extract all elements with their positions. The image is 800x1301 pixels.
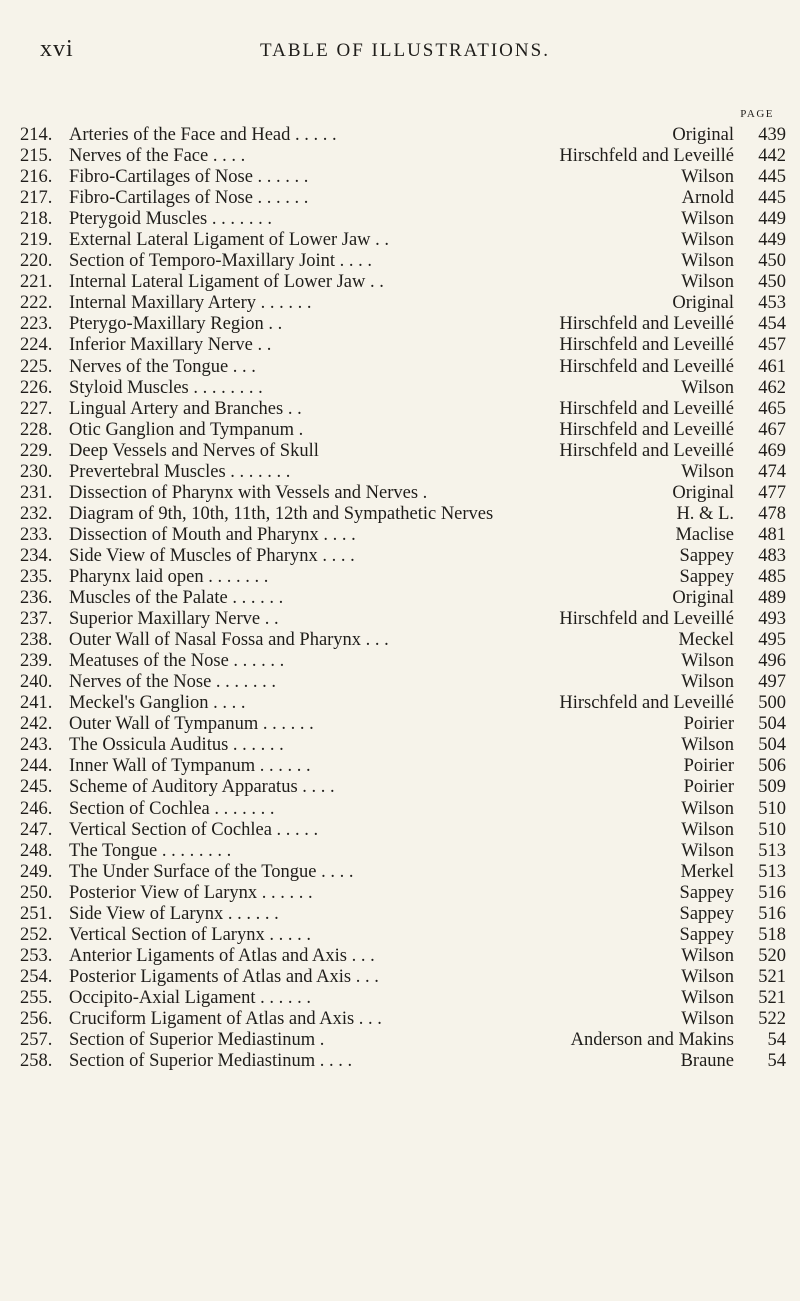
figure-source: Anderson and Makins: [570, 1030, 734, 1051]
figure-source: Original: [672, 588, 734, 609]
figure-title: Dissection of Mouth and Pharynx . . . .: [69, 524, 356, 545]
figure-page: 513: [758, 840, 786, 861]
figure-source: Wilson: [681, 209, 734, 230]
figure-title: Inner Wall of Tympanum . . . . . .: [69, 756, 311, 777]
figure-number: 227.: [20, 398, 53, 419]
figure-number: 252.: [20, 924, 53, 945]
figure-number: 219.: [20, 230, 53, 251]
figure-page: 54: [767, 1030, 786, 1051]
figure-page: 467: [758, 419, 786, 440]
figure-page: 450: [758, 272, 786, 293]
figure-title: Muscles of the Palate . . . . . .: [69, 588, 284, 609]
figure-source: Poirier: [683, 714, 734, 735]
list-item: [20, 314, 786, 335]
figure-page: 483: [758, 545, 786, 566]
figure-source: Meckel: [678, 630, 734, 651]
figure-title: Vertical Section of Cochlea . . . . .: [69, 819, 319, 840]
figure-title: Side View of Larynx . . . . . .: [69, 903, 279, 924]
figure-page: 497: [758, 672, 786, 693]
figure-number: 250.: [20, 882, 53, 903]
figure-page: 457: [758, 335, 786, 356]
figure-number: 242.: [20, 714, 53, 735]
figure-number: 218.: [20, 209, 53, 230]
running-title: TABLE OF ILLUSTRATIONS.: [260, 40, 550, 61]
list-item: [20, 777, 786, 798]
list-item: [20, 230, 786, 251]
figure-source: Hirschfeld and Leveillé: [559, 419, 734, 440]
figure-source: Hirschfeld and Leveillé: [559, 398, 734, 419]
figure-title: Occipito-Axial Ligament . . . . . .: [69, 987, 311, 1008]
figure-number: 222.: [20, 293, 53, 314]
figure-number: 255.: [20, 987, 53, 1008]
figure-page: 469: [758, 440, 786, 461]
figure-page: 449: [758, 230, 786, 251]
list-item: [20, 504, 786, 525]
figure-page: 454: [758, 314, 786, 335]
figure-title: The Tongue . . . . . . . .: [69, 840, 232, 861]
list-item: [20, 925, 786, 946]
figure-title: Section of Superior Mediastinum .: [69, 1030, 325, 1051]
list-item: [20, 841, 786, 862]
figure-title: Outer Wall of Tympanum . . . . . .: [69, 714, 314, 735]
figure-source: Poirier: [683, 756, 734, 777]
figure-number: 233.: [20, 524, 53, 545]
list-item: [20, 588, 786, 609]
figure-number: 254.: [20, 966, 53, 987]
list-item: [20, 293, 786, 314]
figure-page: 509: [758, 777, 786, 798]
figure-title: Vertical Section of Larynx . . . . .: [69, 924, 311, 945]
list-item: [20, 735, 786, 756]
figure-number: 256.: [20, 1008, 53, 1029]
figure-source: Wilson: [681, 1008, 734, 1029]
figure-page: 504: [758, 714, 786, 735]
figure-number: 257.: [20, 1030, 53, 1051]
figure-number: 246.: [20, 798, 53, 819]
figure-source: Wilson: [681, 987, 734, 1008]
figure-source: Wilson: [681, 966, 734, 987]
figure-number: 243.: [20, 735, 53, 756]
figure-page: 522: [758, 1008, 786, 1029]
list-item: [20, 462, 786, 483]
figure-source: Sappey: [679, 566, 734, 587]
figure-page: 521: [758, 966, 786, 987]
illustrations-list: [20, 125, 786, 1072]
list-item: [20, 399, 786, 420]
figure-source: Hirschfeld and Leveillé: [559, 356, 734, 377]
figure-page: 445: [758, 188, 786, 209]
figure-source: Original: [672, 125, 734, 145]
figure-number: 221.: [20, 272, 53, 293]
list-item: [20, 567, 786, 588]
figure-source: Merkel: [680, 861, 734, 882]
figure-source: Maclise: [675, 524, 734, 545]
figure-source: Wilson: [681, 272, 734, 293]
list-item: [20, 546, 786, 567]
figure-title: Meatuses of the Nose . . . . . .: [69, 651, 285, 672]
figure-page: 450: [758, 251, 786, 272]
figure-number: 248.: [20, 840, 53, 861]
figure-number: 229.: [20, 440, 53, 461]
list-item: [20, 441, 786, 462]
figure-number: 241.: [20, 693, 53, 714]
figure-source: Wilson: [681, 945, 734, 966]
list-item: [20, 1009, 786, 1030]
figure-source: Hirschfeld and Leveillé: [559, 146, 734, 167]
figure-title: External Lateral Ligament of Lower Jaw . .: [69, 230, 390, 251]
figure-title: Pterygo-Maxillary Region . .: [69, 314, 283, 335]
figure-number: 244.: [20, 756, 53, 777]
figure-page: 520: [758, 945, 786, 966]
figure-number: 238.: [20, 630, 53, 651]
list-item: [20, 799, 786, 820]
figure-page: 477: [758, 482, 786, 503]
figure-page: 54: [767, 1051, 786, 1072]
figure-page: 516: [758, 882, 786, 903]
figure-number: 217.: [20, 188, 53, 209]
figure-title: Scheme of Auditory Apparatus . . . .: [69, 777, 335, 798]
figure-page: 504: [758, 735, 786, 756]
figure-source: Wilson: [681, 798, 734, 819]
figure-number: 230.: [20, 461, 53, 482]
figure-source: Hirschfeld and Leveillé: [559, 609, 734, 630]
figure-page: 518: [758, 924, 786, 945]
figure-number: 216.: [20, 167, 53, 188]
figure-title: Prevertebral Muscles . . . . . . .: [69, 461, 291, 482]
figure-source: Wilson: [681, 840, 734, 861]
figure-source: Hirschfeld and Leveillé: [559, 440, 734, 461]
list-item: [20, 146, 786, 167]
list-item: [20, 693, 786, 714]
figure-title: Anterior Ligaments of Atlas and Axis . . .: [69, 945, 375, 966]
figure-page: 485: [758, 566, 786, 587]
figure-number: 220.: [20, 251, 53, 272]
list-item: [20, 483, 786, 504]
figure-title: Meckel's Ganglion . . . .: [69, 693, 246, 714]
figure-page: 500: [758, 693, 786, 714]
list-item: [20, 1030, 786, 1051]
figure-page: 506: [758, 756, 786, 777]
figure-title: Dissection of Pharynx with Vessels and Nerves .: [69, 482, 428, 503]
list-item: [20, 420, 786, 441]
figure-page: 478: [758, 503, 786, 524]
figure-title: Fibro-Cartilages of Nose . . . . . .: [69, 188, 309, 209]
figure-page: 474: [758, 461, 786, 482]
figure-number: 247.: [20, 819, 53, 840]
figure-title: Lingual Artery and Branches . .: [69, 398, 302, 419]
figure-page: 510: [758, 819, 786, 840]
figure-source: Wilson: [681, 251, 734, 272]
list-item: [20, 525, 786, 546]
figure-number: 249.: [20, 861, 53, 882]
figure-title: Inferior Maxillary Nerve . .: [69, 335, 272, 356]
figure-title: Nerves of the Nose . . . . . . .: [69, 672, 277, 693]
figure-title: Side View of Muscles of Pharynx . . . .: [69, 545, 355, 566]
list-item: [20, 946, 786, 967]
figure-page: 495: [758, 630, 786, 651]
figure-source: Wilson: [681, 461, 734, 482]
figure-title: Deep Vessels and Nerves of Skull: [69, 440, 319, 461]
figure-page: 445: [758, 167, 786, 188]
figure-title: Nerves of the Face . . . .: [69, 146, 246, 167]
figure-number: 236.: [20, 588, 53, 609]
list-item: [20, 883, 786, 904]
figure-page: 496: [758, 651, 786, 672]
figure-title: The Ossicula Auditus . . . . . .: [69, 735, 284, 756]
list-item: [20, 188, 786, 209]
figure-page: 493: [758, 609, 786, 630]
figure-page: 465: [758, 398, 786, 419]
figure-number: 215.: [20, 146, 53, 167]
figure-page: 453: [758, 293, 786, 314]
figure-number: 240.: [20, 672, 53, 693]
page-column-heading: PAGE: [740, 108, 774, 120]
figure-page: 449: [758, 209, 786, 230]
figure-title: Nerves of the Tongue . . .: [69, 356, 256, 377]
figure-number: 235.: [20, 566, 53, 587]
figure-source: Wilson: [681, 167, 734, 188]
figure-number: 253.: [20, 945, 53, 966]
figure-title: Internal Lateral Ligament of Lower Jaw . .: [69, 272, 384, 293]
list-item: [20, 335, 786, 356]
figure-source: Wilson: [681, 819, 734, 840]
figure-number: 223.: [20, 314, 53, 335]
page-header: [40, 36, 770, 70]
figure-source: Wilson: [681, 735, 734, 756]
figure-source: Wilson: [681, 672, 734, 693]
figure-source: Sappey: [679, 903, 734, 924]
figure-page: 442: [758, 146, 786, 167]
figure-title: Fibro-Cartilages of Nose . . . . . .: [69, 167, 309, 188]
figure-source: Original: [672, 293, 734, 314]
figure-title: Posterior Ligaments of Atlas and Axis . . .: [69, 966, 379, 987]
figure-number: 226.: [20, 377, 53, 398]
figure-number: 228.: [20, 419, 53, 440]
figure-number: 214.: [20, 125, 53, 145]
figure-page: 516: [758, 903, 786, 924]
figure-title: Section of Superior Mediastinum . . . .: [69, 1051, 353, 1072]
figure-page: 439: [758, 125, 786, 145]
figure-page: 510: [758, 798, 786, 819]
figure-title: Pharynx laid open . . . . . . .: [69, 566, 269, 587]
figure-number: 225.: [20, 356, 53, 377]
figure-title: The Under Surface of the Tongue . . . .: [69, 861, 354, 882]
figure-number: 237.: [20, 609, 53, 630]
list-item: [20, 125, 786, 146]
figure-page: 489: [758, 588, 786, 609]
figure-title: Otic Ganglion and Tympanum .: [69, 419, 304, 440]
figure-source: Hirschfeld and Leveillé: [559, 335, 734, 356]
figure-title: Diagram of 9th, 10th, 11th, 12th and Sympathetic Nerves: [69, 503, 494, 524]
figure-source: Arnold: [681, 188, 734, 209]
list-item: [20, 651, 786, 672]
figure-number: 231.: [20, 482, 53, 503]
figure-page: 513: [758, 861, 786, 882]
figure-source: Braune: [680, 1051, 734, 1072]
figure-title: Outer Wall of Nasal Fossa and Pharynx . . .: [69, 630, 389, 651]
list-item: [20, 862, 786, 883]
figure-number: 258.: [20, 1051, 53, 1072]
list-item: [20, 272, 786, 293]
figure-number: 224.: [20, 335, 53, 356]
figure-source: Poirier: [683, 777, 734, 798]
page-number: xvi: [40, 36, 74, 62]
list-item: [20, 904, 786, 925]
list-item: [20, 756, 786, 777]
figure-source: Sappey: [679, 882, 734, 903]
figure-title: Posterior View of Larynx . . . . . .: [69, 882, 313, 903]
list-item: [20, 378, 786, 399]
figure-title: Internal Maxillary Artery . . . . . .: [69, 293, 312, 314]
list-item: [20, 1051, 786, 1072]
figure-page: 521: [758, 987, 786, 1008]
figure-source: Original: [672, 482, 734, 503]
figure-source: Sappey: [679, 545, 734, 566]
figure-page: 461: [758, 356, 786, 377]
figure-title: Section of Cochlea . . . . . . .: [69, 798, 275, 819]
list-item: [20, 251, 786, 272]
figure-number: 245.: [20, 777, 53, 798]
figure-source: H. & L.: [676, 503, 734, 524]
figure-number: 239.: [20, 651, 53, 672]
figure-title: Styloid Muscles . . . . . . . .: [69, 377, 263, 398]
figure-number: 232.: [20, 503, 53, 524]
list-item: [20, 988, 786, 1009]
figure-title: Section of Temporo-Maxillary Joint . . . .: [69, 251, 373, 272]
list-item: [20, 357, 786, 378]
figure-number: 234.: [20, 545, 53, 566]
figure-title: Arteries of the Face and Head . . . . .: [69, 125, 337, 145]
list-item: [20, 820, 786, 841]
figure-title: Pterygoid Muscles . . . . . . .: [69, 209, 272, 230]
figure-title: Cruciform Ligament of Atlas and Axis . . .: [69, 1008, 382, 1029]
list-item: [20, 672, 786, 693]
figure-source: Wilson: [681, 230, 734, 251]
list-item: [20, 209, 786, 230]
figure-source: Sappey: [679, 924, 734, 945]
figure-page: 462: [758, 377, 786, 398]
list-item: [20, 167, 786, 188]
list-item: [20, 609, 786, 630]
list-item: [20, 630, 786, 651]
list-item: [20, 714, 786, 735]
figure-source: Wilson: [681, 651, 734, 672]
figure-page: 481: [758, 524, 786, 545]
list-item: [20, 967, 786, 988]
figure-title: Superior Maxillary Nerve . .: [69, 609, 279, 630]
figure-source: Hirschfeld and Leveillé: [559, 314, 734, 335]
figure-source: Hirschfeld and Leveillé: [559, 693, 734, 714]
figure-number: 251.: [20, 903, 53, 924]
figure-source: Wilson: [681, 377, 734, 398]
